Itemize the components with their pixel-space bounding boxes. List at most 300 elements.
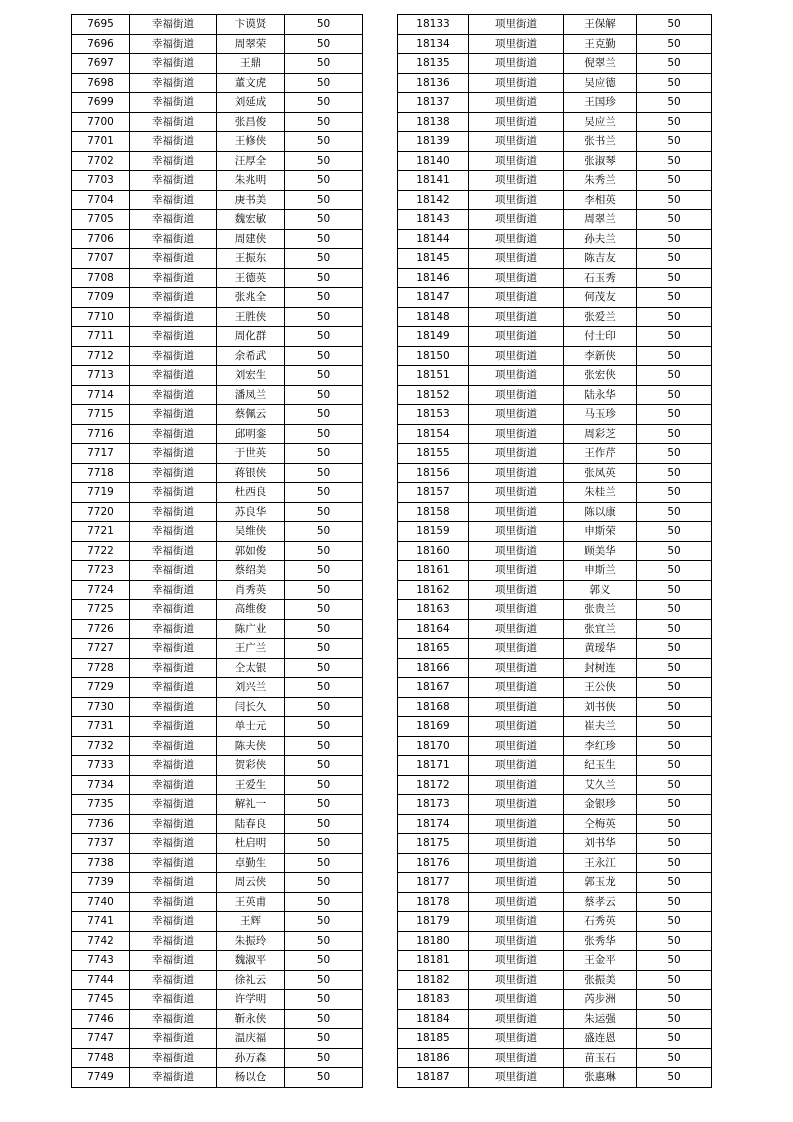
row-number-cell: 18169 <box>398 717 469 737</box>
table-row <box>72 444 363 464</box>
row-number-cell: 7724 <box>72 580 130 600</box>
street-cell: 幸福街道 <box>130 171 217 191</box>
person-name-cell: 朱兆明 <box>217 171 285 191</box>
row-number-cell: 18147 <box>398 288 469 308</box>
amount-cell: 50 <box>637 892 712 912</box>
row-number-cell: 18176 <box>398 853 469 873</box>
street-cell: 项里街道 <box>469 444 564 464</box>
person-name-cell: 陈夫侠 <box>217 736 285 756</box>
table-row <box>72 346 363 366</box>
amount-cell: 50 <box>637 424 712 444</box>
table-row <box>398 970 712 990</box>
row-number-cell: 18140 <box>398 151 469 171</box>
table-row <box>398 658 712 678</box>
row-number-cell: 7717 <box>72 444 130 464</box>
table-row <box>398 307 712 327</box>
row-number-cell: 18173 <box>398 795 469 815</box>
street-cell: 项里街道 <box>469 424 564 444</box>
person-name-cell: 陆春良 <box>217 814 285 834</box>
table-row <box>398 990 712 1010</box>
street-cell: 项里街道 <box>469 483 564 503</box>
table-row <box>398 1068 712 1088</box>
amount-cell: 50 <box>637 834 712 854</box>
person-name-cell: 杜启明 <box>217 834 285 854</box>
row-number-cell: 7738 <box>72 853 130 873</box>
row-number-cell: 7749 <box>72 1068 130 1088</box>
table-row <box>72 619 363 639</box>
street-cell: 幸福街道 <box>130 132 217 152</box>
table-row <box>398 346 712 366</box>
row-number-cell: 7703 <box>72 171 130 191</box>
amount-cell: 50 <box>637 600 712 620</box>
table-row <box>72 990 363 1010</box>
amount-cell: 50 <box>637 483 712 503</box>
row-number-cell: 18177 <box>398 873 469 893</box>
amount-cell: 50 <box>285 346 363 366</box>
row-number-cell: 7745 <box>72 990 130 1010</box>
street-cell: 幸福街道 <box>130 112 217 132</box>
table-row <box>398 834 712 854</box>
amount-cell: 50 <box>285 717 363 737</box>
table-row <box>72 678 363 698</box>
street-cell: 项里街道 <box>469 873 564 893</box>
table-row <box>398 892 712 912</box>
row-number-cell: 7740 <box>72 892 130 912</box>
street-cell: 幸福街道 <box>130 931 217 951</box>
street-cell: 项里街道 <box>469 268 564 288</box>
street-cell: 项里街道 <box>469 1048 564 1068</box>
amount-cell: 50 <box>285 697 363 717</box>
amount-cell: 50 <box>285 580 363 600</box>
person-name-cell: 靳永侠 <box>217 1009 285 1029</box>
table-row <box>72 15 363 35</box>
street-cell: 幸福街道 <box>130 444 217 464</box>
table-row <box>72 756 363 776</box>
row-number-cell: 7741 <box>72 912 130 932</box>
row-number-cell: 7701 <box>72 132 130 152</box>
person-name-cell: 王辉 <box>217 912 285 932</box>
street-cell: 幸福街道 <box>130 970 217 990</box>
amount-cell: 50 <box>285 795 363 815</box>
street-cell: 项里街道 <box>469 327 564 347</box>
row-number-cell: 18159 <box>398 522 469 542</box>
row-number-cell: 18184 <box>398 1009 469 1029</box>
person-name-cell: 吴应德 <box>564 73 637 93</box>
amount-cell: 50 <box>637 873 712 893</box>
person-name-cell: 卓勤生 <box>217 853 285 873</box>
row-number-cell: 7709 <box>72 288 130 308</box>
street-cell: 幸福街道 <box>130 502 217 522</box>
person-name-cell: 何茂友 <box>564 288 637 308</box>
amount-cell: 50 <box>637 34 712 54</box>
person-name-cell: 杜西良 <box>217 483 285 503</box>
amount-cell: 50 <box>637 1068 712 1088</box>
row-number-cell: 7725 <box>72 600 130 620</box>
table-row <box>72 502 363 522</box>
row-number-cell: 7720 <box>72 502 130 522</box>
table-row <box>72 463 363 483</box>
amount-cell: 50 <box>285 483 363 503</box>
amount-cell: 50 <box>285 405 363 425</box>
person-name-cell: 王胜侠 <box>217 307 285 327</box>
amount-cell: 50 <box>285 873 363 893</box>
amount-cell: 50 <box>637 736 712 756</box>
amount-cell: 50 <box>285 756 363 776</box>
amount-cell: 50 <box>637 93 712 113</box>
amount-cell: 50 <box>637 678 712 698</box>
street-cell: 幸福街道 <box>130 15 217 35</box>
street-cell: 项里街道 <box>469 1029 564 1049</box>
street-cell: 项里街道 <box>469 405 564 425</box>
person-name-cell: 魏宏敏 <box>217 210 285 230</box>
street-cell: 幸福街道 <box>130 307 217 327</box>
person-name-cell: 周翠荣 <box>217 34 285 54</box>
street-cell: 幸福街道 <box>130 756 217 776</box>
street-cell: 项里街道 <box>469 658 564 678</box>
person-name-cell: 朱秀兰 <box>564 171 637 191</box>
table-row <box>398 385 712 405</box>
amount-cell: 50 <box>285 990 363 1010</box>
row-number-cell: 7733 <box>72 756 130 776</box>
table-row <box>72 892 363 912</box>
table-row <box>398 34 712 54</box>
table-row <box>72 522 363 542</box>
table-row <box>72 717 363 737</box>
person-name-cell: 余希武 <box>217 346 285 366</box>
street-cell: 项里街道 <box>469 834 564 854</box>
street-cell: 项里街道 <box>469 717 564 737</box>
amount-cell: 50 <box>285 210 363 230</box>
table-row <box>72 151 363 171</box>
table-row <box>72 697 363 717</box>
table-row <box>72 210 363 230</box>
amount-cell: 50 <box>637 775 712 795</box>
row-number-cell: 7728 <box>72 658 130 678</box>
row-number-cell: 18162 <box>398 580 469 600</box>
street-cell: 幸福街道 <box>130 522 217 542</box>
table-row <box>398 483 712 503</box>
table-row <box>398 229 712 249</box>
street-cell: 幸福街道 <box>130 288 217 308</box>
table-row <box>398 424 712 444</box>
row-number-cell: 7737 <box>72 834 130 854</box>
amount-cell: 50 <box>637 658 712 678</box>
row-number-cell: 18185 <box>398 1029 469 1049</box>
table-row <box>72 54 363 74</box>
amount-cell: 50 <box>637 463 712 483</box>
person-name-cell: 王振东 <box>217 249 285 269</box>
person-name-cell: 马玉珍 <box>564 405 637 425</box>
street-cell: 幸福街道 <box>130 405 217 425</box>
amount-cell: 50 <box>637 307 712 327</box>
row-number-cell: 7695 <box>72 15 130 35</box>
right-roster-table <box>397 14 712 1088</box>
table-row <box>72 541 363 561</box>
row-number-cell: 18146 <box>398 268 469 288</box>
amount-cell: 50 <box>637 288 712 308</box>
amount-cell: 50 <box>637 580 712 600</box>
table-row <box>72 561 363 581</box>
row-number-cell: 7727 <box>72 639 130 659</box>
amount-cell: 50 <box>637 268 712 288</box>
amount-cell: 50 <box>637 970 712 990</box>
row-number-cell: 7736 <box>72 814 130 834</box>
table-row <box>398 717 712 737</box>
street-cell: 项里街道 <box>469 385 564 405</box>
person-name-cell: 许学明 <box>217 990 285 1010</box>
table-row <box>398 73 712 93</box>
amount-cell: 50 <box>637 1029 712 1049</box>
left-roster-table <box>71 14 363 1088</box>
table-row <box>72 327 363 347</box>
row-number-cell: 7704 <box>72 190 130 210</box>
table-row <box>72 229 363 249</box>
amount-cell: 50 <box>285 366 363 386</box>
person-name-cell: 张兆全 <box>217 288 285 308</box>
table-row <box>72 424 363 444</box>
street-cell: 幸福街道 <box>130 424 217 444</box>
table-row <box>398 756 712 776</box>
street-cell: 幸福街道 <box>130 873 217 893</box>
person-name-cell: 蒋银侠 <box>217 463 285 483</box>
person-name-cell: 董文虎 <box>217 73 285 93</box>
street-cell: 项里街道 <box>469 502 564 522</box>
street-cell: 项里街道 <box>469 775 564 795</box>
table-row <box>72 268 363 288</box>
street-cell: 幸福街道 <box>130 853 217 873</box>
person-name-cell: 闫长久 <box>217 697 285 717</box>
table-row <box>72 190 363 210</box>
amount-cell: 50 <box>285 931 363 951</box>
person-name-cell: 潘凤兰 <box>217 385 285 405</box>
street-cell: 项里街道 <box>469 561 564 581</box>
row-number-cell: 18164 <box>398 619 469 639</box>
row-number-cell: 18153 <box>398 405 469 425</box>
person-name-cell: 陈以康 <box>564 502 637 522</box>
row-number-cell: 7716 <box>72 424 130 444</box>
table-row <box>72 73 363 93</box>
row-number-cell: 7730 <box>72 697 130 717</box>
street-cell: 幸福街道 <box>130 229 217 249</box>
person-name-cell: 王国珍 <box>564 93 637 113</box>
street-cell: 项里街道 <box>469 736 564 756</box>
amount-cell: 50 <box>285 600 363 620</box>
person-name-cell: 朱振玲 <box>217 931 285 951</box>
row-number-cell: 7708 <box>72 268 130 288</box>
amount-cell: 50 <box>285 73 363 93</box>
person-name-cell: 申斯兰 <box>564 561 637 581</box>
person-name-cell: 陈广业 <box>217 619 285 639</box>
row-number-cell: 18179 <box>398 912 469 932</box>
row-number-cell: 18137 <box>398 93 469 113</box>
table-row <box>72 775 363 795</box>
table-row <box>398 502 712 522</box>
row-number-cell: 7698 <box>72 73 130 93</box>
person-name-cell: 黄瑷华 <box>564 639 637 659</box>
table-row <box>398 210 712 230</box>
table-row <box>398 951 712 971</box>
amount-cell: 50 <box>637 756 712 776</box>
street-cell: 项里街道 <box>469 15 564 35</box>
table-row <box>72 171 363 191</box>
amount-cell: 50 <box>285 970 363 990</box>
row-number-cell: 18163 <box>398 600 469 620</box>
person-name-cell: 仝太银 <box>217 658 285 678</box>
amount-cell: 50 <box>285 561 363 581</box>
amount-cell: 50 <box>285 229 363 249</box>
amount-cell: 50 <box>637 561 712 581</box>
person-name-cell: 贺彩侠 <box>217 756 285 776</box>
row-number-cell: 18168 <box>398 697 469 717</box>
person-name-cell: 蔡佩云 <box>217 405 285 425</box>
amount-cell: 50 <box>285 54 363 74</box>
amount-cell: 50 <box>285 736 363 756</box>
table-row <box>398 405 712 425</box>
row-number-cell: 7706 <box>72 229 130 249</box>
person-name-cell: 周翠兰 <box>564 210 637 230</box>
row-number-cell: 7699 <box>72 93 130 113</box>
amount-cell: 50 <box>637 229 712 249</box>
street-cell: 项里街道 <box>469 151 564 171</box>
street-cell: 幸福街道 <box>130 385 217 405</box>
person-name-cell: 周云侠 <box>217 873 285 893</box>
row-number-cell: 7732 <box>72 736 130 756</box>
amount-cell: 50 <box>637 795 712 815</box>
table-row <box>398 171 712 191</box>
row-number-cell: 18172 <box>398 775 469 795</box>
row-number-cell: 18150 <box>398 346 469 366</box>
street-cell: 幸福街道 <box>130 775 217 795</box>
street-cell: 幸福街道 <box>130 1048 217 1068</box>
street-cell: 幸福街道 <box>130 327 217 347</box>
street-cell: 幸福街道 <box>130 951 217 971</box>
row-number-cell: 18158 <box>398 502 469 522</box>
street-cell: 幸福街道 <box>130 892 217 912</box>
street-cell: 项里街道 <box>469 93 564 113</box>
person-name-cell: 解礼一 <box>217 795 285 815</box>
person-name-cell: 王永江 <box>564 853 637 873</box>
amount-cell: 50 <box>637 112 712 132</box>
row-number-cell: 18152 <box>398 385 469 405</box>
table-row <box>398 639 712 659</box>
person-name-cell: 张秀华 <box>564 931 637 951</box>
table-row <box>72 366 363 386</box>
table-row <box>72 132 363 152</box>
person-name-cell: 徐礼云 <box>217 970 285 990</box>
street-cell: 项里街道 <box>469 931 564 951</box>
street-cell: 幸福街道 <box>130 210 217 230</box>
row-number-cell: 18134 <box>398 34 469 54</box>
street-cell: 幸福街道 <box>130 93 217 113</box>
person-name-cell: 李相英 <box>564 190 637 210</box>
person-name-cell: 刘宏生 <box>217 366 285 386</box>
amount-cell: 50 <box>285 639 363 659</box>
row-number-cell: 7700 <box>72 112 130 132</box>
table-row <box>398 912 712 932</box>
amount-cell: 50 <box>285 93 363 113</box>
person-name-cell: 吴维侠 <box>217 522 285 542</box>
table-row <box>72 853 363 873</box>
person-name-cell: 周彩芝 <box>564 424 637 444</box>
person-name-cell: 魏淑平 <box>217 951 285 971</box>
amount-cell: 50 <box>637 249 712 269</box>
row-number-cell: 7723 <box>72 561 130 581</box>
person-name-cell: 盛连恩 <box>564 1029 637 1049</box>
amount-cell: 50 <box>637 697 712 717</box>
street-cell: 幸福街道 <box>130 736 217 756</box>
amount-cell: 50 <box>637 73 712 93</box>
amount-cell: 50 <box>285 424 363 444</box>
row-number-cell: 7731 <box>72 717 130 737</box>
amount-cell: 50 <box>285 912 363 932</box>
table-row <box>398 619 712 639</box>
person-name-cell: 于世英 <box>217 444 285 464</box>
street-cell: 项里街道 <box>469 970 564 990</box>
row-number-cell: 7697 <box>72 54 130 74</box>
row-number-cell: 7705 <box>72 210 130 230</box>
row-number-cell: 18161 <box>398 561 469 581</box>
street-cell: 幸福街道 <box>130 54 217 74</box>
row-number-cell: 7746 <box>72 1009 130 1029</box>
street-cell: 幸福街道 <box>130 912 217 932</box>
amount-cell: 50 <box>637 951 712 971</box>
street-cell: 项里街道 <box>469 366 564 386</box>
table-row <box>72 249 363 269</box>
street-cell: 项里街道 <box>469 1009 564 1029</box>
row-number-cell: 7747 <box>72 1029 130 1049</box>
row-number-cell: 18160 <box>398 541 469 561</box>
table-row <box>72 931 363 951</box>
table-row <box>72 112 363 132</box>
amount-cell: 50 <box>637 717 712 737</box>
person-name-cell: 刘延成 <box>217 93 285 113</box>
street-cell: 项里街道 <box>469 34 564 54</box>
street-cell: 幸福街道 <box>130 1029 217 1049</box>
amount-cell: 50 <box>285 502 363 522</box>
amount-cell: 50 <box>285 385 363 405</box>
street-cell: 项里街道 <box>469 522 564 542</box>
street-cell: 幸福街道 <box>130 639 217 659</box>
street-cell: 幸福街道 <box>130 1009 217 1029</box>
street-cell: 幸福街道 <box>130 619 217 639</box>
street-cell: 幸福街道 <box>130 600 217 620</box>
street-cell: 项里街道 <box>469 210 564 230</box>
street-cell: 幸福街道 <box>130 678 217 698</box>
person-name-cell: 周化群 <box>217 327 285 347</box>
street-cell: 幸福街道 <box>130 1068 217 1088</box>
row-number-cell: 18175 <box>398 834 469 854</box>
person-name-cell: 艾久兰 <box>564 775 637 795</box>
table-row <box>72 1068 363 1088</box>
amount-cell: 50 <box>637 814 712 834</box>
table-row <box>398 112 712 132</box>
street-cell: 项里街道 <box>469 132 564 152</box>
amount-cell: 50 <box>285 834 363 854</box>
amount-cell: 50 <box>285 1009 363 1029</box>
person-name-cell: 王克勤 <box>564 34 637 54</box>
person-name-cell: 王英甫 <box>217 892 285 912</box>
street-cell: 项里街道 <box>469 463 564 483</box>
person-name-cell: 苏良华 <box>217 502 285 522</box>
table-row <box>72 1029 363 1049</box>
person-name-cell: 付士印 <box>564 327 637 347</box>
street-cell: 幸福街道 <box>130 463 217 483</box>
person-name-cell: 王保解 <box>564 15 637 35</box>
table-row <box>398 814 712 834</box>
table-row <box>72 736 363 756</box>
row-number-cell: 7734 <box>72 775 130 795</box>
street-cell: 项里街道 <box>469 814 564 834</box>
